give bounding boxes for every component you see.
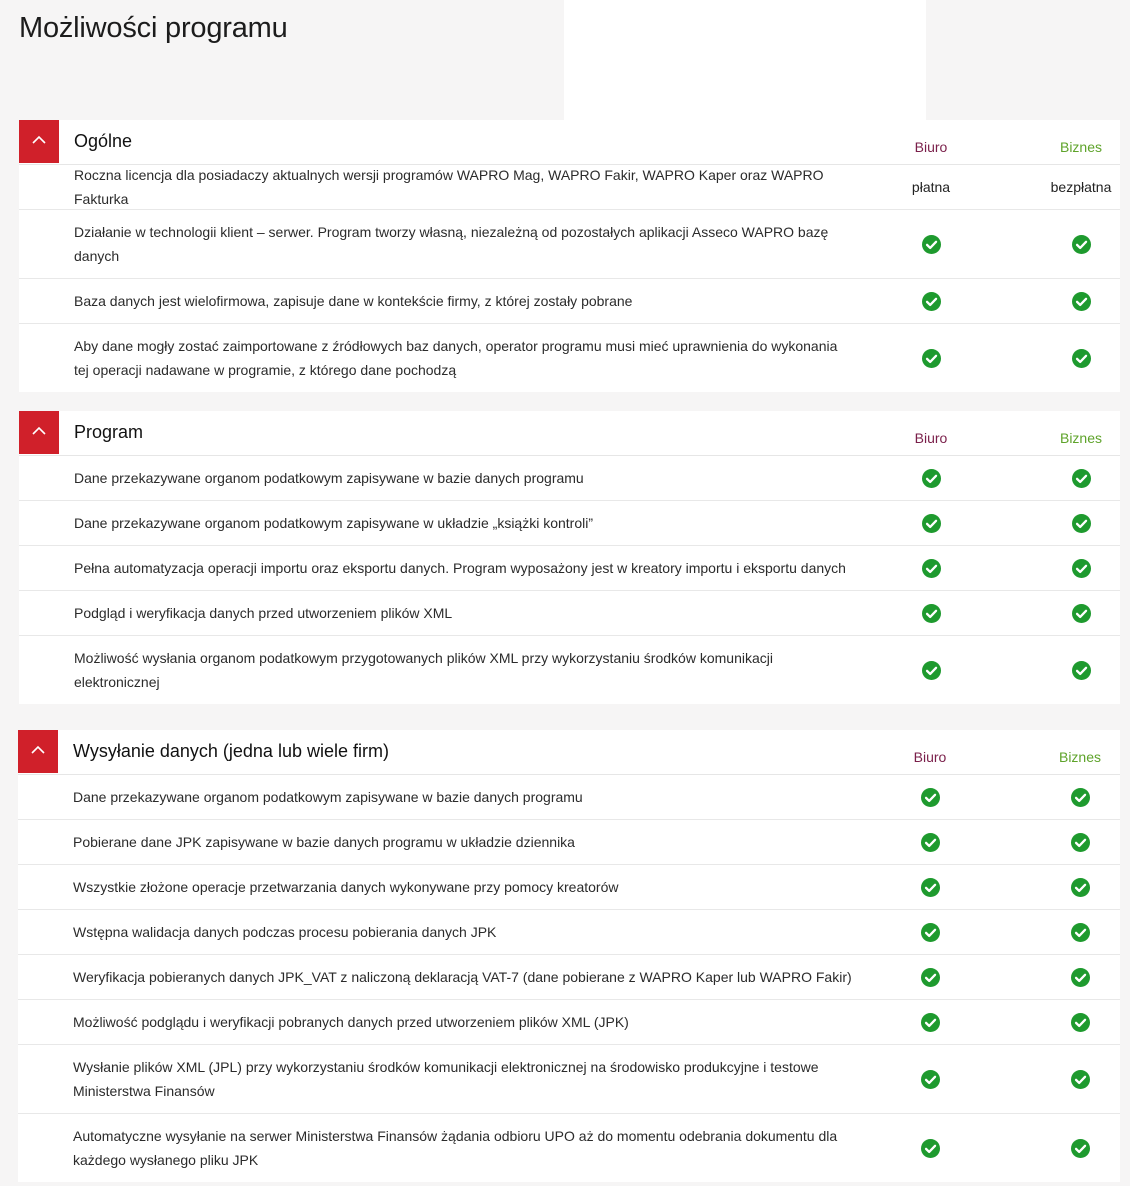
biznes-check [1021,559,1130,578]
check-circle-icon [1071,968,1090,987]
check-circle-icon [921,1139,940,1158]
column-header-biznes: Biznes [1058,749,1102,765]
biznes-check [1021,292,1130,311]
table-row [19,501,1120,546]
check-circle-icon [922,349,941,368]
biuro-check [870,788,990,807]
check-circle-icon [1072,514,1091,533]
feature-label: Automatyczne wysyłanie na serwer Ministerstwa Finansów żądania odbioru UPO aż do momentu odebrania dokumentu dla każdego wysłanego pliku JPK [73,1128,838,1168]
check-circle-icon [921,968,940,987]
check-circle-icon [922,661,941,680]
feature-label: Działanie w technologii klient – serwer. Program tworzy własną, niezależną od pozostałych aplikacji Asseco WAPRO bazę danych [74,224,829,264]
check-circle-icon [1072,292,1091,311]
biznes-check [1021,349,1130,368]
biuro-check [871,604,991,623]
table-row [18,910,1120,955]
feature-label: Aby dane mogły zostać zaimportowane z źródłowych baz danych, operator programu musi mieć uprawnienia do wykonania tej operacji nadawane w programie, z którego dane pochodzą [74,338,838,378]
biuro-value: płatna [911,179,951,195]
biznes-value: bezpłatna [1050,179,1112,195]
collapse-toggle-button[interactable] [18,730,58,773]
check-circle-icon [1071,833,1090,852]
feature-label: Dane przekazywane organom podatkowym zapisywane w bazie danych programu [74,470,584,486]
check-circle-icon [921,833,940,852]
biznes-check [1021,235,1130,254]
table-row [19,546,1120,591]
biznes-check [1020,878,1130,897]
biuro-check [870,1013,990,1032]
check-circle-icon [1071,923,1090,942]
biznes-check [1020,968,1130,987]
biznes-check [1020,1139,1130,1158]
column-header-biuro: Biuro [913,749,947,765]
table-row [19,279,1120,324]
feature-label: Wysłanie plików XML (JPL) przy wykorzystaniu środków komunikacji elektronicznej na środowisko produkcyjne i testowe Ministerstwa Finansów [73,1059,819,1099]
check-circle-icon [1071,1070,1090,1089]
table-row [19,636,1120,704]
feature-label: Dane przekazywane organom podatkowym zapisywane w układzie „książki kontroli” [74,515,594,531]
biznes-check [1020,1070,1130,1089]
section-program [19,411,1120,704]
biznes-check [1021,469,1130,488]
biuro-check [871,559,991,578]
chevron-up-icon [32,426,46,436]
check-circle-icon [922,469,941,488]
biznes-check [1020,833,1130,852]
section-ogolne [19,120,1120,392]
chevron-up-icon [31,745,45,755]
biuro-check [871,292,991,311]
section-title: Program [74,422,144,442]
chevron-up-icon [32,135,46,145]
biuro-check [871,235,991,254]
feature-label: Możliwość podglądu i weryfikacji pobranych danych przed utworzeniem plików XML (JPK) [73,1014,629,1030]
section-wysylanie-danych [18,730,1120,1182]
biuro-check [871,469,991,488]
check-circle-icon [921,1013,940,1032]
section-header [19,411,1120,456]
biznes-check [1021,661,1130,680]
header-white-panel [564,0,926,120]
section-title: Ogólne [74,131,133,151]
column-header-biuro: Biuro [914,139,948,155]
check-circle-icon [922,235,941,254]
feature-label: Weryfikacja pobieranych danych JPK_VAT z naliczoną deklaracją VAT-7 (dane pobierane z WAPRO Kaper lub WAPRO Fakir) [73,969,852,985]
table-row [19,324,1120,392]
check-circle-icon [1071,788,1090,807]
biznes-check [1021,514,1130,533]
check-circle-icon [921,923,940,942]
column-header-biznes: Biznes [1059,139,1103,155]
check-circle-icon [1072,235,1091,254]
column-header-biuro: Biuro [914,430,948,446]
check-circle-icon [1071,878,1090,897]
biznes-check [1021,604,1130,623]
check-circle-icon [921,1070,940,1089]
feature-label: Pełna automatyzacja operacji importu oraz eksportu danych. Program wyposażony jest w kreatory importu i eksportu danych [74,560,846,576]
table-row [19,591,1120,636]
check-circle-icon [922,292,941,311]
page-title: Możliwości programu [19,12,288,44]
biuro-check [870,923,990,942]
section-title: Wysyłanie danych (jedna lub wiele firm) [73,741,389,761]
check-circle-icon [1072,661,1091,680]
biuro-check [870,1139,990,1158]
biuro-check [870,833,990,852]
check-circle-icon [1072,469,1091,488]
section-header [18,730,1120,775]
table-row [19,165,1120,210]
biuro-check [870,1070,990,1089]
check-circle-icon [921,878,940,897]
biznes-check [1020,1013,1130,1032]
biuro-check [871,349,991,368]
check-circle-icon [922,604,941,623]
section-header [19,120,1120,165]
collapse-toggle-button[interactable] [19,120,59,163]
table-row [18,1045,1120,1114]
table-row [18,1114,1120,1182]
table-row [18,1000,1120,1045]
biuro-check [871,661,991,680]
check-circle-icon [1071,1139,1090,1158]
feature-label: Dane przekazywane organom podatkowym zapisywane w bazie danych programu [73,789,583,805]
column-header-biznes: Biznes [1059,430,1103,446]
table-row [18,865,1120,910]
check-circle-icon [922,559,941,578]
feature-label: Roczna licencja dla posiadaczy aktualnych wersji programów WAPRO Mag, WAPRO Fakir, WAPRO Kaper oraz WAPRO Fakturka [74,167,824,207]
biuro-check [870,968,990,987]
feature-label: Możliwość wysłania organom podatkowym przygotowanych plików XML przy wykorzystaniu środków komunikacji elektronicznej [74,650,773,690]
check-circle-icon [921,788,940,807]
check-circle-icon [1072,559,1091,578]
feature-label: Podgląd i weryfikacja danych przed utworzeniem plików XML [74,605,453,621]
table-row [18,775,1120,820]
feature-label: Baza danych jest wielofirmowa, zapisuje dane w kontekście firmy, z której zostały pobrane [74,293,633,309]
check-circle-icon [922,514,941,533]
table-row [19,210,1120,279]
feature-label: Pobierane dane JPK zapisywane w bazie danych programu w układzie dziennika [73,834,575,850]
biznes-check [1020,788,1130,807]
collapse-toggle-button[interactable] [19,411,59,454]
table-row [19,456,1120,501]
biuro-check [870,878,990,897]
feature-label: Wszystkie złożone operacje przetwarzania danych wykonywane przy pomocy kreatorów [73,879,619,895]
table-row [18,955,1120,1000]
biuro-check [871,514,991,533]
check-circle-icon [1071,1013,1090,1032]
check-circle-icon [1072,604,1091,623]
feature-label: Wstępna walidacja danych podczas procesu pobierania danych JPK [73,924,497,940]
table-row [18,820,1120,865]
biznes-check [1020,923,1130,942]
check-circle-icon [1072,349,1091,368]
